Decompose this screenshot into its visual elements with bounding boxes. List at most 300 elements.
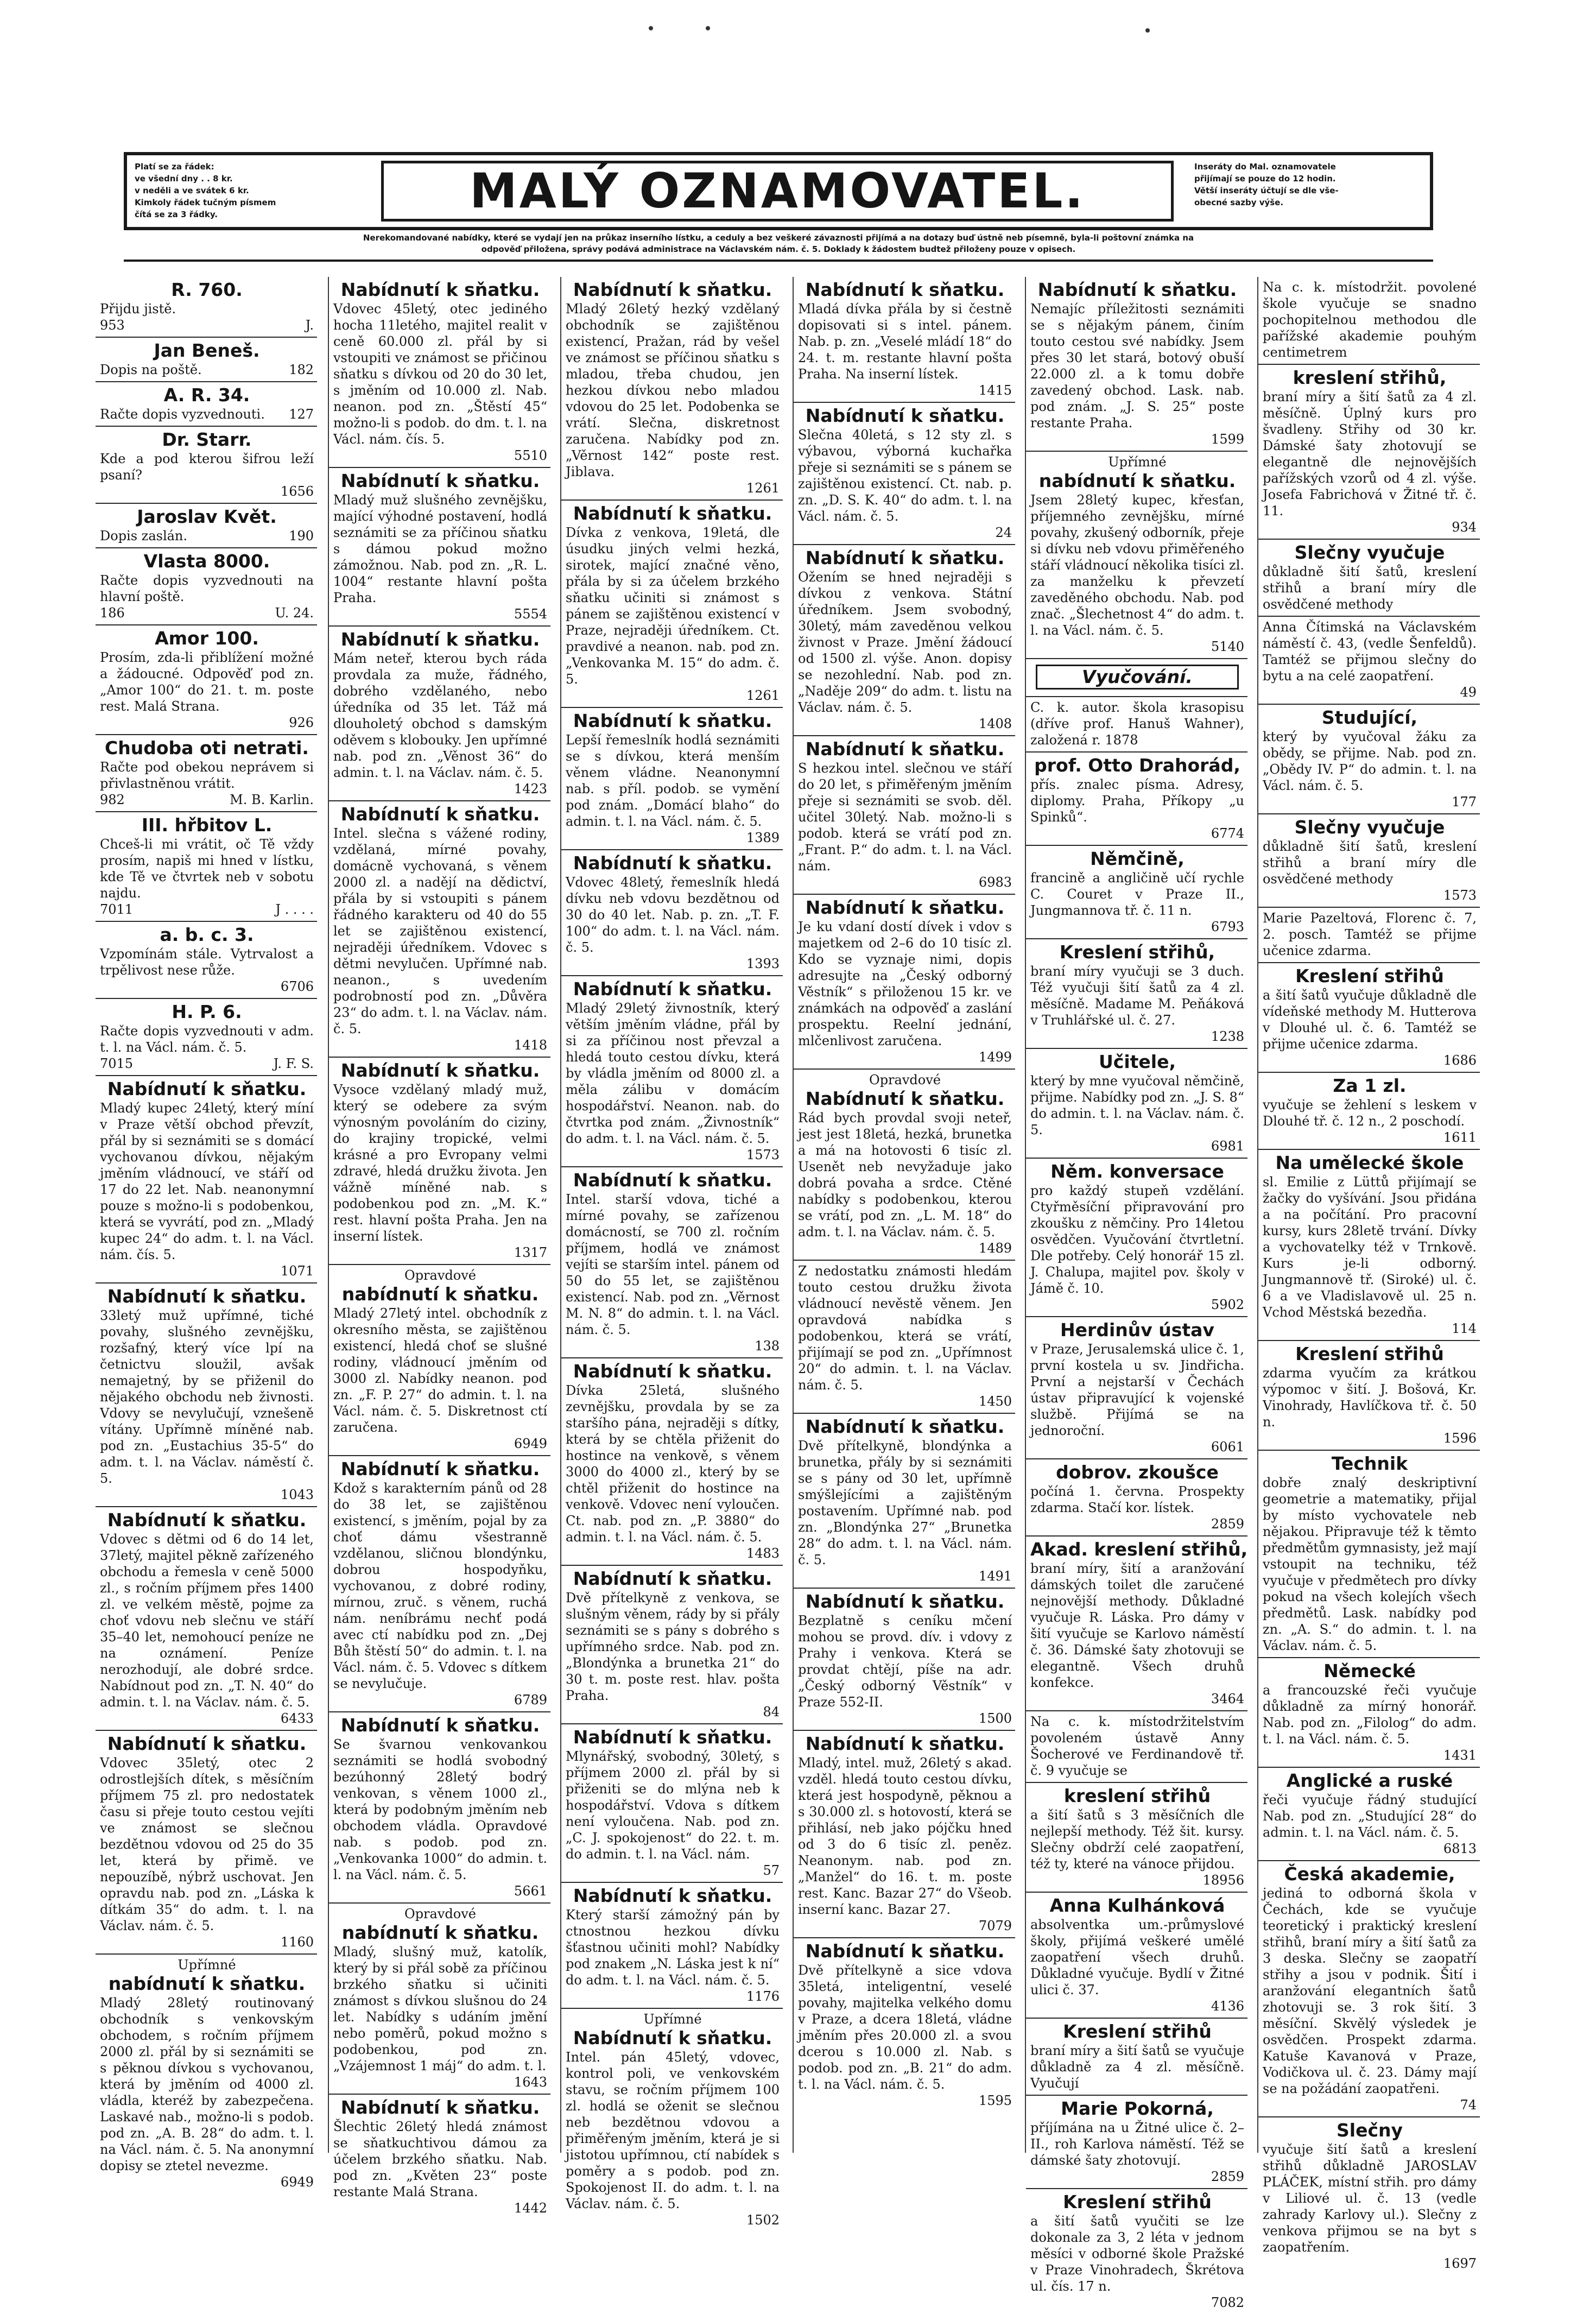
ad-signature [100,317,314,333]
ad-number: 1238 [1211,1029,1244,1044]
masthead-title-box [381,161,1174,222]
ad-number: 1442 [514,2201,547,2216]
ad-number: 2859 [1211,1516,1244,1532]
ad-preheading: Upřímné [178,1957,236,1972]
ad-body: Račte dopis vyzvednouti na hlavní poště. [100,573,314,604]
ad-heading: Německé [1323,1660,1416,1681]
ad-number: 1393 [746,956,780,971]
ad-number: 1261 [746,480,780,496]
ad-body: Intel. starší vdova, tiché a mírné povahy, se zařízenou domácností, se 700 zl. ročním příjmem, hodlá ve známost vejíti se starším intel. pánem od 50 do 55 let, se zajištěnou existencí. Nab. pod zn. „Věrnost M. N. 8“ do admin. t. l. na Václ. nám. č. 5. [566,1192,780,1337]
ad-number: 6706 [280,979,314,994]
price-line: čítá se za 3 řádky. [135,210,218,219]
classified-ad [1026,1537,1247,1711]
ad-number: 74 [1460,2097,1477,2113]
masthead [124,152,1433,230]
ad-preheading: Opravdové [404,1906,476,1921]
ad-body: Z nedostatku známosti hledám touto cestou družku života vládnoucí nevěstě věnem. Jen opravdová nabídka s podobenkou, která se vrátí, přijímají se pod zn. „Upřímnost 20“ do admin. t. l. na Václav. nám. č. 5. [798,1263,1012,1393]
ad-number: 6433 [280,1711,314,1726]
ad-number: 1408 [978,716,1012,731]
notice-line: odpověď přiložena, správy podává administrace na Václavském nám. č. 5. Doklady k žádostem budtež přiloženy pouze v opisech. [481,244,1076,254]
price-line: Platí se za řádek: [135,162,214,172]
ad-body: důkladně šití šatů, kreslení střihů a braní míry dle osvědčené methody [1263,839,1477,887]
ad-heading: Nabídnutí k sňatku. [340,470,540,491]
ad-body: Mladý kupec 24letý, který míní v Praze větší obchod převzít, přál by si seznámiti se s domácí vychovanou dívkou, nějakým jměním vládnoucí, ve stáří od 17 do 22 let. Nab. neanonymní pouze s možno-li s podobenkou, která se vyvrátí, pod zn. „Mladý kupec 24“ do adm. t. l. na Václ. nám. čís. 5. [100,1101,314,1262]
classified-ad [561,708,783,850]
ad-heading: Nabídnutí k sňatku. [805,897,1005,918]
classified-ad [1026,753,1247,846]
ad-body: Mladý 26letý hezký vzdělaný obchodník se zajištěnou existencí, Pražan, rád by vešel ve známost se příčinou sňatku s mladou, třeba chudou, jen hezkou dívkou nebo mladou vdovou do 25 let. Podobenka se vrátí. Slečna, diskretnost zaručena. Nabídky pod zn. „Věrnost 142“ poste rest. Jiblava. [566,301,780,479]
ad-number: 1595 [978,2093,1012,2108]
ad-body: Dívka z venkova, 19letá, dle úsudku jiných velmi hezká, sirotek, mající značné věno, přála by si za účelem brzkého sňatku učiniti si známost s pánem se zajištěnou existencí v Praze, nejraději úředníkem. Ct. pravdivé a neanon. nab. pod zn. „Venkovanka M. 15“ do adm. č. 5. [566,525,780,687]
ad-heading: nabídnutí k sňatku. [341,1284,539,1305]
ad-heading: Nabídnutí k sňatku. [107,1286,307,1307]
classified-ad [96,1507,317,1731]
ad-number: 6774 [1211,826,1244,841]
masthead-notice [124,232,1433,262]
ad-signature [100,1055,314,1072]
ad-body: C. k. autor. škola krasopisu (dříve prof. Hanuš Wahner), založená r. 1878 [1030,700,1244,748]
classified-ad [1026,1317,1247,1459]
ad-body: Se švarnou venkovankou seznámiti se hodlá svobodný bezúhonný 28letý bodrý venkovan, s věnem 1000 zl., která by podobným jměním neb obchodem vládla. Opravdové nab. s podob. pod zn. „Venkovanka 1000“ do admin. t. l. na Václ. nám. č. 5. [333,1737,547,1882]
classified-ad [96,427,317,504]
ad-heading: Nabídnutí k sňatku. [107,1078,307,1099]
ad-number: 6813 [1443,1841,1477,1856]
ad-heading: kreslení střihů, [1293,367,1447,388]
classified-ad [96,625,317,735]
ad-body: pro každý stupeň vzdělání. Ctyřměsíční připravování pro zkoušku z němčiny. Pro 14letou osvědčen. Vyučování čtvrtletní. Dle potřeby. Celý honorář 15 zl. J. Chalupa, majitel pov. školy v Jámě č. 10. [1030,1183,1244,1296]
ad-body: francině a angličině učí rychle C. Couret v Praze II., Jungmannova tř. č. 11 n. [1030,870,1244,918]
classified-ad [1258,908,1480,963]
ad-signature [100,605,314,621]
ad-number: 1573 [1443,888,1477,903]
ad-heading: Kreslení střihů [1063,2021,1212,2042]
ad-number: 1489 [978,1241,1012,1256]
ad-number: 1160 [280,1934,314,1950]
price-line: Kimkoly řádek tučným písmem [135,198,276,207]
classified-ad [1258,1073,1480,1150]
ad-heading: Nabídnutí k sňatku. [573,710,772,731]
ad-body: Kdož s karakterním pánů od 28 do 38 let, se zajištěnou existencí, s jměním, pojal by za choť dámu všestranně vzdělanou, sličnou blondýnku, dobrou hospodyňku, vychovanou, z dobré rodiny, mírnou, zruč. s věnem, ruchá nám. neníbrámu nechť podá avec ctí nabídku pod zn. „Dej Bůh štěstí 50“ do admin. t. l. na Václ. nám. č. 5. Vdovec s dítkem se nevylučuje. [333,1481,547,1691]
ad-signature [100,406,314,422]
ad-body: Na c. k. místodržitelstvím povoleném ústavě Anny Šocherové ve Ferdinandově tř. č. 9 vyučuje se [1030,1714,1244,1778]
ad-sign-left: 953 [100,318,125,333]
ad-number: 18956 [1202,1873,1244,1888]
ad-number: 1611 [1443,1130,1477,1145]
ad-heading: Nabídnutí k sňatku. [340,279,540,300]
classified-ad [329,277,550,468]
ad-number: 4136 [1211,1999,1244,2014]
classified-ad [329,627,550,801]
classified-ad [329,1712,550,1904]
ad-heading: Jan Beneš. [154,340,260,361]
ad-heading: Nabídnutí k sňatku. [805,405,1005,426]
ad-heading: Technik [1331,1453,1408,1474]
ad-body: Mladý muž slušného zevnějšku, mající výhodné postavení, hodlá seznámiti se za příčinou sňatku s dámou pokud možno zámožnou. Nab. pod zn. „R. L. 1004“ restante hlavní pošta Praha. [333,492,547,605]
classified-ad [96,338,317,382]
ad-number: 1389 [746,830,780,845]
section-heading: Vyučování. [1036,665,1239,690]
ad-sign-left: 7015 [100,1056,134,1071]
classified-ad [329,2095,550,2220]
ad-heading: Nabídnutí k sňatku. [340,2097,540,2118]
classified-ad [1026,2096,1247,2189]
ad-number: 84 [763,1704,780,1719]
ad-heading: Nabídnutí k sňatku. [805,1088,1005,1109]
classified-ad [1026,1459,1247,1537]
ad-heading: Nabídnutí k sňatku. [805,1416,1005,1437]
ad-heading: nabídnutí k sňatku. [341,1922,539,1943]
ad-heading: Kreslení střihů [1063,2191,1212,2212]
ad-heading: nabídnutí k sňatku. [1038,470,1236,491]
ad-number: 1599 [1211,432,1244,447]
ad-body: zdarma vyučím za krátkou výpomoc v šití. J. Bošová, Kr. Vinohrady, Havlíčkova tř. č. 50 n. [1263,1365,1477,1430]
ad-heading: Nabídnutí k sňatku. [805,547,1005,568]
ad-number: 1450 [978,1394,1012,1409]
ad-heading: Kreslení střihů, [1059,941,1215,963]
classified-ad [561,1358,783,1566]
ad-number: 3464 [1211,1691,1244,1706]
masthead-price-box [135,161,363,220]
ad-number: 6789 [514,1692,547,1708]
ad-body: Slečna 40letá, s 12 sty zl. s výbavou, výborná kuchařka přeje si seznámiti se s pánem se zajištěnou existencí. Ct. nab. p. zn. „D. S. K. 40“ do adm. t. l. na Václ. nám. č. 5. [798,427,1012,524]
ad-body: Který starší zámožný pán by ctnostnou hezkou dívku šťastnou učiniti mohl? Nabídky pod znakem „N. Láska jest k ní“ do adm. t. l. na Václ. nám. č. 5. [566,1907,780,1988]
classified-ad [1026,1049,1247,1159]
ad-body: Mladý 29letý živnostník, který větším jměním vládne, přál by si za příčinou nost převzal a hledá touto cestou dívku, která by vládla jměním od 8000 zl. a měla zálibu v domácím hospodářství. Neanon. nab. do čtvrtka pod znám. „Živnostník“ do adm. t. l. na Václ. nám. č. 5. [566,1001,780,1146]
ad-body: Dvě přítelkyně z venkova, se slušným věnem, rády by si přály seznámiti se s pány s dobrého s upřímného srdce. Nab. pod zn. „Blondýnka a brunetka 21“ do 30 t. m. poste rest. hlav. pošta Praha. [566,1590,780,1703]
ad-body: Šlechtic 26letý hledá známost se sňatkuchtivou dámou za účelem brzkého sňatku. Nab. pod zn. „Květen 23“ poste restante Malá Strana. [333,2119,547,2199]
ad-number: 1491 [978,1569,1012,1584]
classified-ad [794,1731,1015,1938]
classified-ad [1026,277,1247,452]
classified-ad [561,277,783,501]
ad-body: vyučuje se žehlení s leskem v Dlouhé tř. č. 12 n., 2 poschodí. [1263,1097,1477,1129]
ad-number: 1431 [1443,1748,1477,1763]
ad-body: a šití šatů s 3 měsíčních dle nejlepší methody. Též šit. kursy. Slečny obdrží celé zaopatření, též ty, které na vánoce přijdou. [1030,1807,1244,1872]
ad-heading: Studující, [1321,707,1418,728]
classified-ad [1026,452,1247,659]
ad-number: 5661 [514,1883,547,1899]
classified-ad [794,1070,1015,1261]
ad-number: 1686 [1443,1053,1477,1068]
ad-body: Prosím, zda-li přiblížení možné a žádoucné. Odpověď pod zn. „Amor 100“ do 21. t. m. poste rest. Malá Strana. [100,650,314,714]
ad-sign-right: 182 [289,362,314,377]
ad-heading: Němčině, [1090,848,1185,869]
ad-body: vyučuje šití šatů a kreslení střihů důkladně JAROSLAV PLÁČEK, místní střih. pro dámy v Liliové ul. č. 13 (vedle zahrady Karlovy ul.). Slečny z venkova přijmou se na byt s zaopatřením. [1263,2142,1477,2255]
classified-ad [1026,1159,1247,1317]
classified-ad [329,1456,550,1712]
ad-column [793,277,1015,2153]
ad-heading: Dr. Starr. [162,429,252,450]
ad-body: Račte dopis vyzvednouti v adm. t. l. na Václ. nám. č. 5. [100,1023,314,1055]
ad-number: 1596 [1443,1431,1477,1446]
classified-ad [1258,963,1480,1073]
ad-number: 5510 [514,448,547,463]
ad-number: 5140 [1211,639,1244,654]
ad-body: a šití šatů vyučuje důkladně dle vídeňské methody M. Hutterova v Dlouhé ul. č. 6. Tamtéž se přijme učenice zdarma. [1263,988,1477,1052]
ad-heading: Nabídnutí k sňatku. [573,1885,772,1906]
classified-ad [1258,1861,1480,2117]
ad-body: Dvě přítelkyně, blondýnka a brunetka, přály by si seznámiti se s pány od 30 let, upřímně smýšlejícími a zajištěným postavením. Upřímné nab. pod zn. „Blondýnka 27“ „Brunetka 28“ do adm. t. l. na Václ. nám. č. 5. [798,1438,1012,1567]
ad-heading: Nabídnutí k sňatku. [340,629,540,650]
ad-heading: Nabídnutí k sňatku. [573,852,772,874]
classified-ad [1258,1768,1480,1861]
ad-body: Marie Pazeltová, Florenc č. 7, 2. posch. Tamtéž se přijme učenice zdarma. [1263,911,1477,958]
ad-heading: Anna Kulhánková [1049,1895,1225,1916]
ad-body: sl. Emilie z Lüttů přijímají se žačky do vyšívání. Jsou přidána a na počítání. Pro pracovní kursy, kurs 28letě trvání. Dívky a vychovatelky též v Trnkově. Kurs je-li odborný. Jungmannově tř. (Siroké) ul. č. 6 a ve Vladislavově ul. 25 n. Vchod Městská bezedňa. [1263,1174,1477,1320]
ad-body: Anna Čítimská na Václavském náměstí č. 43, (vedle Šenfeldů). Tamtéž se přijmou slečny do bytu a na celé zaopatření. [1263,619,1477,684]
ad-number: 1418 [514,1038,547,1053]
ad-heading: Nabídnutí k sňatku. [573,1727,772,1748]
ad-preheading: Upřímné [643,2012,702,2027]
ad-heading: Nabídnutí k sňatku. [805,1940,1005,1962]
ad-body: Mladý, slušný muž, katolík, který by si přál sobě za příčinou brzkého sňatku si učiniti známost s dívkou slušnou do 24 let. Nabídky s udáním jmění nebo poměrů, pokud možno s podobenkou, pod zn. „Vzájemnost 1 máj“ do adm. t. l. [333,1944,547,2073]
classified-ad [1258,1658,1480,1768]
ad-preheading: Opravdové [404,1268,476,1283]
ad-heading: Marie Pokorná, [1061,2098,1214,2119]
page-title: MALÝ OZNAMOVATEL. [470,163,1085,219]
ad-heading: Nabídnutí k sňatku. [573,1361,772,1382]
ad-sign-right: J. [305,318,314,333]
ad-body: v Praze, Jerusalemská ulice č. 1, první kostela u sv. Jindřicha. První a nejstarší v Čechách ústav připravující k vojenské službě. Přijímá se na jednoroční. [1030,1342,1244,1438]
classified-ad [794,736,1015,895]
ad-heading: kreslení střihů [1063,1785,1211,1806]
ad-body: který by mne vyučoval němčině, přijme. Nabídky pod zn. „J. S. 8“ do admin. t. l. na Václav. nám. č. 5. [1030,1073,1244,1137]
price-line: v neděli a ve svátek 6 kr. [135,186,249,195]
ad-body: a šití šatů vyučiti se lze dokonale za 3, 2 léta v jednom měsíci v odborné škole Pražské v Praze Vinohradech, Škrétova ul. čís. 17 n. [1030,2214,1244,2294]
ad-body: Vzpomínám stále. Vytrvalost a trpělivost nese růže. [100,946,314,978]
classified-ad [96,504,317,548]
ad-body: Vdovec 35letý, otec 2 odrostlejších dítek, s měsíčním příjmem 75 zl. pro nedostatek času si přeje touto cestou vejíti ve známost se slečnou bezdětnou vdovou od 25 do 35 let, která by přimě. ve nepouzíbě, nýbrž uschovat. Jen opravdu nab. pod zn. „Láska k dítkám 35“ do adm. t. l. na Václav. nám. č. 5. [100,1755,314,1933]
ad-sign-right: J. F. S. [273,1056,314,1071]
classified-ad [1026,1783,1247,1893]
ad-number: 6949 [514,1436,547,1451]
ad-number: 5554 [514,606,547,622]
classified-ad [329,1265,550,1456]
ad-signature [100,901,314,918]
ad-heading: Kreslení střihů [1295,1343,1444,1364]
ad-number: 1656 [280,484,314,499]
ad-body: Mladá dívka přála by si čestně dopisovati si s intel. pánem. Nab. p. zn. „Veselé mládí 18“ do 24. t. m. restante hlavní pošta Praha. Na inserní lístek. [798,301,1012,382]
classified-ad [561,1167,783,1358]
ad-number: 1071 [280,1263,314,1279]
ad-number: 1176 [746,1989,780,2004]
ad-heading: prof. Otto Drahorád, [1034,755,1240,776]
ad-heading: a. b. c. 3. [160,924,254,945]
classified-ad [1026,939,1247,1049]
ad-body: Vdovec s dětmi od 6 do 14 let, 37letý, majitel pěkně zařízeného obchodu a řemesla v ceně 5000 zl., s ročním příjmem přes 1400 zl. ve velkém městě, pojme za choť vdovu neb slečnu ve stáří 35–40 let, nemohoucí peníze ne na oznámení. Peníze nerozhodují, ale dobré srdce. Nabídnout pod zn. „T. N. 40“ do admin. t. l. na Václav. nám. č. 5. [100,1532,314,1710]
classified-ad [794,895,1015,1070]
ad-preheading: Opravdové [869,1072,941,1088]
classified-ad [561,976,783,1167]
classified-ad [1026,1711,1247,1783]
classified-ad [561,2009,783,2231]
ad-heading: Nabídnutí k sňatku. [107,1733,307,1754]
ad-number: 1423 [514,781,547,796]
classified-ad [1026,697,1247,753]
ad-heading: dobrov. zkoušce [1056,1462,1219,1483]
ad-number: 1573 [746,1147,780,1162]
ad-heading: Nabídnutí k sňatku. [340,1060,540,1081]
ad-number: 6061 [1211,1439,1244,1455]
margin-dot [706,26,710,30]
ad-heading: Amor 100. [155,628,259,649]
ad-body: Rád bych provdal svoji neteř, jest jest 18letá, hezká, brunetka a má na hotovosti 6 tisíc zl. Usenět neb nevyžaduje jako dobrá povaha a srdce. Ctěné nabídky s podobenkou, kterou se vrátí, pod zn. „L. M. 18“ do adm. t. l. na Václav. nám. č. 5. [798,1110,1012,1240]
ad-body: Nemajíc příležitosti seznámiti se s nějakým pánem, činím touto cestou své nabídky. Jsem přes 30 let stará, botový obuší 22.000 zl. a k tomu dobře zavedený obchod. Lask. nab. pod znám. „J. S. 25“ poste restante Praha. [1030,301,1244,431]
ad-heading: Nabídnutí k sňatku. [805,738,1005,760]
ad-heading: Anglické a ruské [1286,1770,1453,1791]
ad-body: Mlynářský, svobodný, 30letý, s příjmem 2000 zl. přál by si přiženiti se do mlýna neb k hospodářství. Vdova s dítkem není vyloučena. Nab. pod zn. „C. J. spokojenost“ do 22. t. m. do admin. t. l. na Václ. nám. [566,1749,780,1862]
ad-body: Na c. k. místodržit. povolené škole vyučuje se snadno pochopitelnou methodou dle pařížské akademie pouhým centimetrem [1263,280,1477,360]
ad-body: braní míry vyučuji se 3 duch. Též vyučuji šití šatů za 4 zl. měsíčně. Madame M. Peňáková v Truhlářské ul. č. 27. [1030,964,1244,1028]
ad-sign-right: 127 [289,407,314,422]
ad-body: braní míry, šití a aranžování dámských toilet dle zaručené nejnovější methody. Důkladné vyučuje R. Láska. Pro dámy v šití vyučuje se Karlovo náměstí č. 36. Dámské šaty zhotovuji se elegantně. Všech druhů konfekce. [1030,1561,1244,1690]
ad-number: 177 [1452,794,1477,810]
ad-body: Dívka 25letá, slušného zevnějšku, provdala by se za staršího pána, nejraději s dítky, která by se chtěla přiženit do hostince na venkově, s věnem 3000 do 4000 zl., který by se chtěl přiženit do hostince na venkově. Vdovec není vyloučen. Ct. nab. pod zn. „P. 3880“ do admin. t. l. na Václ. nám. č. 5. [566,1383,780,1545]
ad-number: 1499 [978,1049,1012,1065]
ad-heading: Slečny vyučuje [1294,542,1445,563]
classified-ad [1258,705,1480,814]
classified-ad [96,1955,317,2193]
ad-heading: Nabídnutí k sňatku. [340,1715,540,1736]
classified-ad [794,277,1015,403]
ad-number: 6981 [1211,1139,1244,1154]
ad-heading: Učitele, [1098,1051,1176,1072]
classified-ad [794,1938,1015,2112]
ad-heading: Nabídnutí k sňatku. [573,1169,772,1191]
ad-heading: Nabídnutí k sňatku. [573,1568,772,1589]
classified-ad [1258,1341,1480,1451]
ad-column [96,277,317,2190]
ad-heading: Kreslení střihů [1295,965,1444,987]
ad-sign-left: Dopis zaslán. [100,528,188,543]
ad-body: Vdovec 48letý, řemeslník hledá dívku neb vdovu bezdětnou od 30 do 40 let. Nab. p. zn. „T. F. 100“ do adm. t. l. na Václ. nám. č. 5. [566,875,780,955]
ad-number: 1502 [746,2212,780,2228]
classified-ad [794,545,1015,736]
ad-body: Mladý 27letý intel. obchodník z okresního města, se zajištěnou existencí, hledá choť se slušné rodiny, vládnoucí jměním od 3000 zl. Nabídky neanon. pod zn. „F. P. 27“ do admin. t. l. na Václ. nám. č. 5. Diskretnost ctí zaručena. [333,1306,547,1435]
ad-heading: Nabídnutí k sňatku. [340,1458,540,1480]
classified-ad [1258,540,1480,617]
classified-ad [794,1414,1015,1589]
ad-heading: R. 760. [171,279,243,300]
classified-ad [329,1058,550,1265]
ad-body: Přijdu jistě. [100,301,176,317]
classified-ad [1026,846,1247,939]
deadline-line: přijímají se pouze do 12 hodin. [1194,174,1336,184]
ad-body: Vysoce vzdělaný mladý muž, který se odebere za svým výnosným povoláním do ciziny, do krajiny tropické, velmi krásné a pro Evropany velmi zdravé, hledá družku života. Jen vážně míněné nab. s podobenkou pod zn. „M. K.“ rest. hlavní pošta Praha. Jen na inserní lístek. [333,1082,547,1244]
ad-heading: Nabídnutí k sňatku. [107,1509,307,1531]
classified-ad [1258,814,1480,908]
ad-signature [100,528,314,544]
ad-heading: III. hřbitov L. [141,814,273,836]
classified-ad [96,1284,317,1507]
ad-body: Jsem 28letý kupec, křesťan, příjemného zevnějšku, mírné povahy, zkušený odborník, přeje si dívku neb vdovu přiměřeného stáří vládnoucí několika tisíci zl. za manželku k převzetí zaveděného obchodu. Nab. pod znač. „Šlechetnost 4“ do adm. t. l. na Václ. nám. č. 5. [1030,492,1244,638]
ad-columns [96,277,1487,2310]
ad-number: 6949 [280,2174,314,2190]
ad-number: 57 [763,1863,780,1878]
classified-ad [794,1589,1015,1731]
ad-body: braní míry a šití šatů za 4 zl. měsíčně. Úplný kurs pro švadleny. Střihy od 30 kr. Dámské šaty zhotovují se elegantně dle nejnovějších pařížských vzorů od 4 zl. výše. Josefa Fabrichová v Žitné tř. č. 11. [1263,389,1477,519]
ad-sign-right: J . . . . [275,902,314,917]
ad-number: 138 [755,1338,780,1354]
margin-dot [1145,28,1150,33]
classified-ad [561,850,783,976]
classified-ad [1026,2019,1247,2096]
ad-number: 1043 [280,1487,314,1502]
ad-sign-left: 186 [100,605,125,621]
masthead-deadline-box [1194,161,1422,208]
classified-ad [96,812,317,922]
classified-ad [561,1724,783,1883]
ad-sign-left: Dopis na poště. [100,362,202,377]
ad-number: 1697 [1443,2256,1477,2271]
ad-heading: Slečny [1336,2120,1403,2141]
ad-signature [100,362,314,378]
ad-body: Mám neteř, kterou bych ráda provdala za muže, řádného, dobrého vzdělaného, nebo úředníka od 35 let. Táž má dlouholetý obchod s damským oděvem s klobouky. Jen upřímné nab. pod zn. „Věnost 36“ do admin. t. l. na Václav. nám. č. 5. [333,651,547,780]
ad-heading: Nabídnutí k sňatku. [805,1591,1005,1612]
ad-number: 1415 [978,383,1012,398]
classified-ad [561,1566,783,1724]
ad-number: 934 [1452,520,1477,535]
classified-ad [96,382,317,427]
ad-body: Je ku vdaní dostí dívek i vdov s majetkem od 2–6 do 10 tisíc zl. Kdo se vyznaje nimi, dopis adresujte na „Český odborný Věstník“ s přiloženou 15 kr. ve známkách na odpověď a zaslání prospektu. Reelní jednání, mlčenlivost zaručena. [798,919,1012,1048]
ad-column [1025,277,1248,2310]
ad-body: 33letý muž upřímné, tiché povahy, slušného zevnějšku, rozšafný, který více lpí na četnictvu sloužil, avšak nemajetný, by se přiženil do nějakého obchodu neb živnosti. Vdovy se nevylučují, vznešeně vítány. Upřímně míněné nab. pod zn. „Eustachius 35-5“ do adm. t. l. na Václav. náměstí č. 5. [100,1308,314,1486]
ad-heading: nabídnutí k sňatku. [108,1973,306,1994]
ad-signature [100,792,314,808]
classified-ad [96,277,317,338]
classified-ad [96,1731,317,1955]
price-line: ve všední dny . . 8 kr. [135,174,233,184]
classified-ad [96,735,317,812]
classified-ad [96,548,317,625]
ad-body: jediná to odborná škola v Čechách, kde se vyučuje teoretický i praktický kreslení střihů, braní míry a šití šatů za 3 deska. Slečny se zaopatří střihy a jsou v podnik. Šití i aranžování elegantních šatů zhotovuji se. 3 rok šití. 3 měsíční. Skvělý výsledek je osvědčen. Prospekt zdarma. Katuše Kavanová v Praze, Vodičkova ul. č. 23. Dámy mají se na požádání zaopatřeni. [1263,1886,1477,2096]
ad-heading: Nabídnutí k sňatku. [573,2027,772,2049]
ad-heading: Nabídnutí k sňatku. [805,279,1005,300]
classified-ad [794,1261,1015,1414]
ad-body: Intel. slečna s vážené rodiny, vzdělaná, mírné povahy, domácně vychovaná, s věnem 2000 zl. a nadějí na dědictví, přála by si vstoupiti s pánem řádného karakteru od 40 do 55 let se zajištěnou existencí, nejraději úředníkem. Vdovec s dětmi nevylučen. Upřímné nab. neanon., s uvedením podrobností pod zn. „Důvěra 23“ do adm. t. l. na Václav. nám. č. 5. [333,826,547,1036]
ad-sign-right: M. B. Karlin. [230,792,314,807]
ad-heading: Nabídnutí k sňatku. [573,978,772,1000]
ad-number: 1643 [514,2075,547,2090]
ad-body: Dvě přítelkyně a sice vdova 35letá, inteligentní, veselé povahy, majitelka velkého domu v Praze, a dcera 18letá, vládne jměním přes 20.000 zl. a svou dcerou s 10.000 zl. Nab. s podob. pod zn. „B. 21“ do adm. t. l. na Václ. nám. č. 5. [798,1963,1012,2092]
deadline-line: Inseráty do Mal. oznamovatele [1194,162,1336,172]
ad-number: 2859 [1211,2169,1244,2184]
classified-ad [329,468,550,627]
ad-number: 926 [289,715,314,730]
ad-body: Kde a pod kterou šifrou leží psaní? [100,451,314,483]
ad-heading: Vlasta 8000. [143,551,270,572]
classified-ad [96,1076,317,1284]
ad-number: 114 [1452,1321,1477,1336]
classified-ad [1258,1451,1480,1658]
ad-body: Lepší řemeslník hodlá seznámiti se s dívkou, která menším věnem vládne. Neanonymní nab. s příl. podob. se vymění pod znám. „Domácí blaho“ do admin. t. l. na Václ. nám. č. 5. [566,732,780,829]
ad-number: 24 [995,525,1012,540]
ad-body: Ožením se hned nejraději s dívkou z venkova. Státní úředníkem. Jsem svobodný, 30letý, mám zaveděnou velkou živnost v Praze. Jmění žádoucí od 1500 zl. výše. Anon. dopisy se nezohlední. Nab. pod zn. „Naděje 209“ do adm. t. listu na Václav. nám. č. 5. [798,570,1012,715]
ad-column [560,277,783,2228]
ad-heading: Něm. konversace [1050,1161,1224,1182]
classified-ad [1026,2189,1247,2314]
ad-number: 6983 [978,875,1012,890]
ad-heading: Za 1 zl. [1333,1075,1407,1096]
notice-line: Nerekomandované nabídky, které se vydají jen na průkaz inserního lístku, a ceduly a bez veškeré závaznosti přijímá a na dotazy buď ústně neb písemně, byla-li poštovní známka na [363,233,1194,243]
ad-sign-left: 7011 [100,902,134,917]
ad-body: počíná 1. června. Prospekty zdarma. Stačí kor. lístek. [1030,1484,1244,1515]
ad-number: 5902 [1211,1297,1244,1312]
ad-heading: H. P. 6. [172,1001,242,1022]
ad-heading: Na umělecké škole [1275,1152,1464,1173]
ad-sign-left: Račte dopis vyzvednouti. [100,407,265,422]
ad-body: absolventka um.-průmyslové školy, přijímá veškeré umělé zaopatření všech druhů. Důkladné vyučuje. Bydlí v Žitné ulici č. 37. [1030,1917,1244,1997]
